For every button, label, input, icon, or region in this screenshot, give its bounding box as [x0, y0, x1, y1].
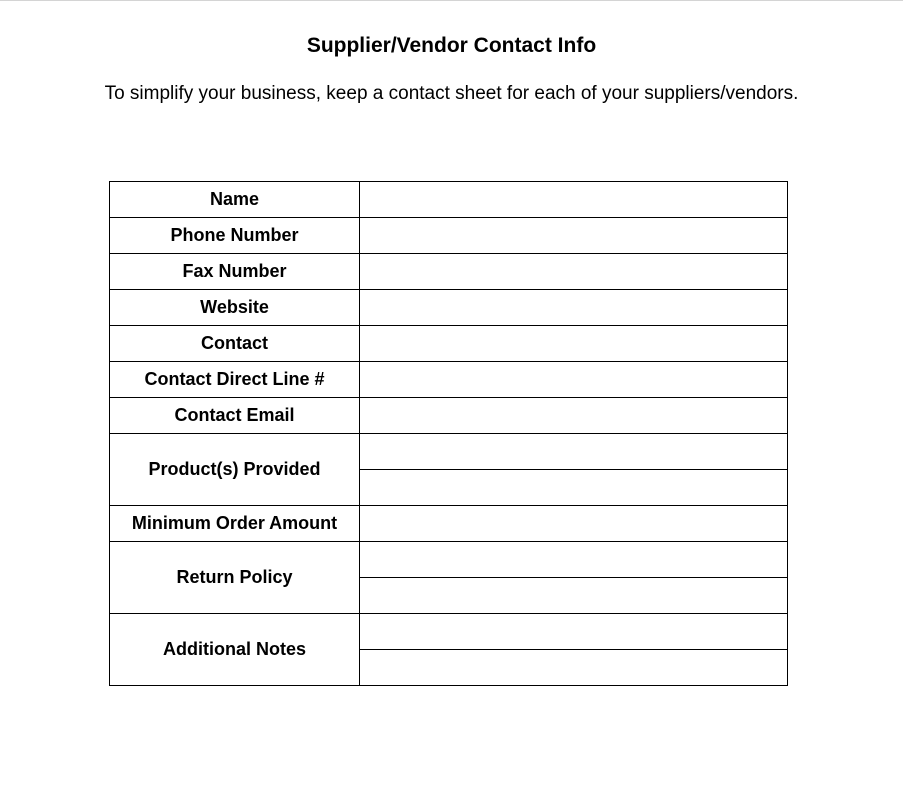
field-value-fax-number[interactable]	[360, 254, 788, 290]
table-row	[110, 542, 788, 578]
field-label-return-policy: Return Policy	[110, 542, 360, 614]
table-row	[110, 434, 788, 470]
table-row	[110, 290, 788, 326]
field-value-product-s-provided-line-2[interactable]	[360, 470, 788, 506]
field-label-website: Website	[110, 290, 360, 326]
field-label-contact: Contact	[110, 326, 360, 362]
document-intro: To simplify your business, keep a contact sheet for each of your suppliers/vendors.	[104, 83, 799, 104]
field-label-product-s-provided: Product(s) Provided	[110, 434, 360, 506]
field-value-additional-notes-line-2[interactable]	[360, 650, 788, 686]
field-label-fax-number: Fax Number	[110, 254, 360, 290]
field-value-contact-email[interactable]	[360, 398, 788, 434]
table-row	[110, 326, 788, 362]
table-row	[110, 614, 788, 650]
field-value-contact-direct-line[interactable]	[360, 362, 788, 398]
field-value-minimum-order-amount[interactable]	[360, 506, 788, 542]
field-value-website[interactable]	[360, 290, 788, 326]
table-row	[110, 362, 788, 398]
field-label-contact-direct-line: Contact Direct Line #	[110, 362, 360, 398]
document-title: Supplier/Vendor Contact Info	[306, 34, 597, 57]
table-row	[110, 182, 788, 218]
field-value-return-policy-line-1[interactable]	[360, 542, 788, 578]
field-value-return-policy-line-2[interactable]	[360, 578, 788, 614]
field-value-phone-number[interactable]	[360, 218, 788, 254]
field-label-additional-notes: Additional Notes	[110, 614, 360, 686]
field-value-additional-notes-line-1[interactable]	[360, 614, 788, 650]
contact-sheet-table	[109, 181, 788, 686]
field-label-name: Name	[110, 182, 360, 218]
contact-sheet-body	[110, 182, 788, 686]
field-value-name[interactable]	[360, 182, 788, 218]
field-label-phone-number: Phone Number	[110, 218, 360, 254]
page-top-rule	[0, 0, 903, 1]
field-label-contact-email: Contact Email	[110, 398, 360, 434]
table-row	[110, 398, 788, 434]
field-value-product-s-provided-line-1[interactable]	[360, 434, 788, 470]
table-row	[110, 506, 788, 542]
field-value-contact[interactable]	[360, 326, 788, 362]
table-row	[110, 218, 788, 254]
table-row	[110, 254, 788, 290]
field-label-minimum-order-amount: Minimum Order Amount	[110, 506, 360, 542]
